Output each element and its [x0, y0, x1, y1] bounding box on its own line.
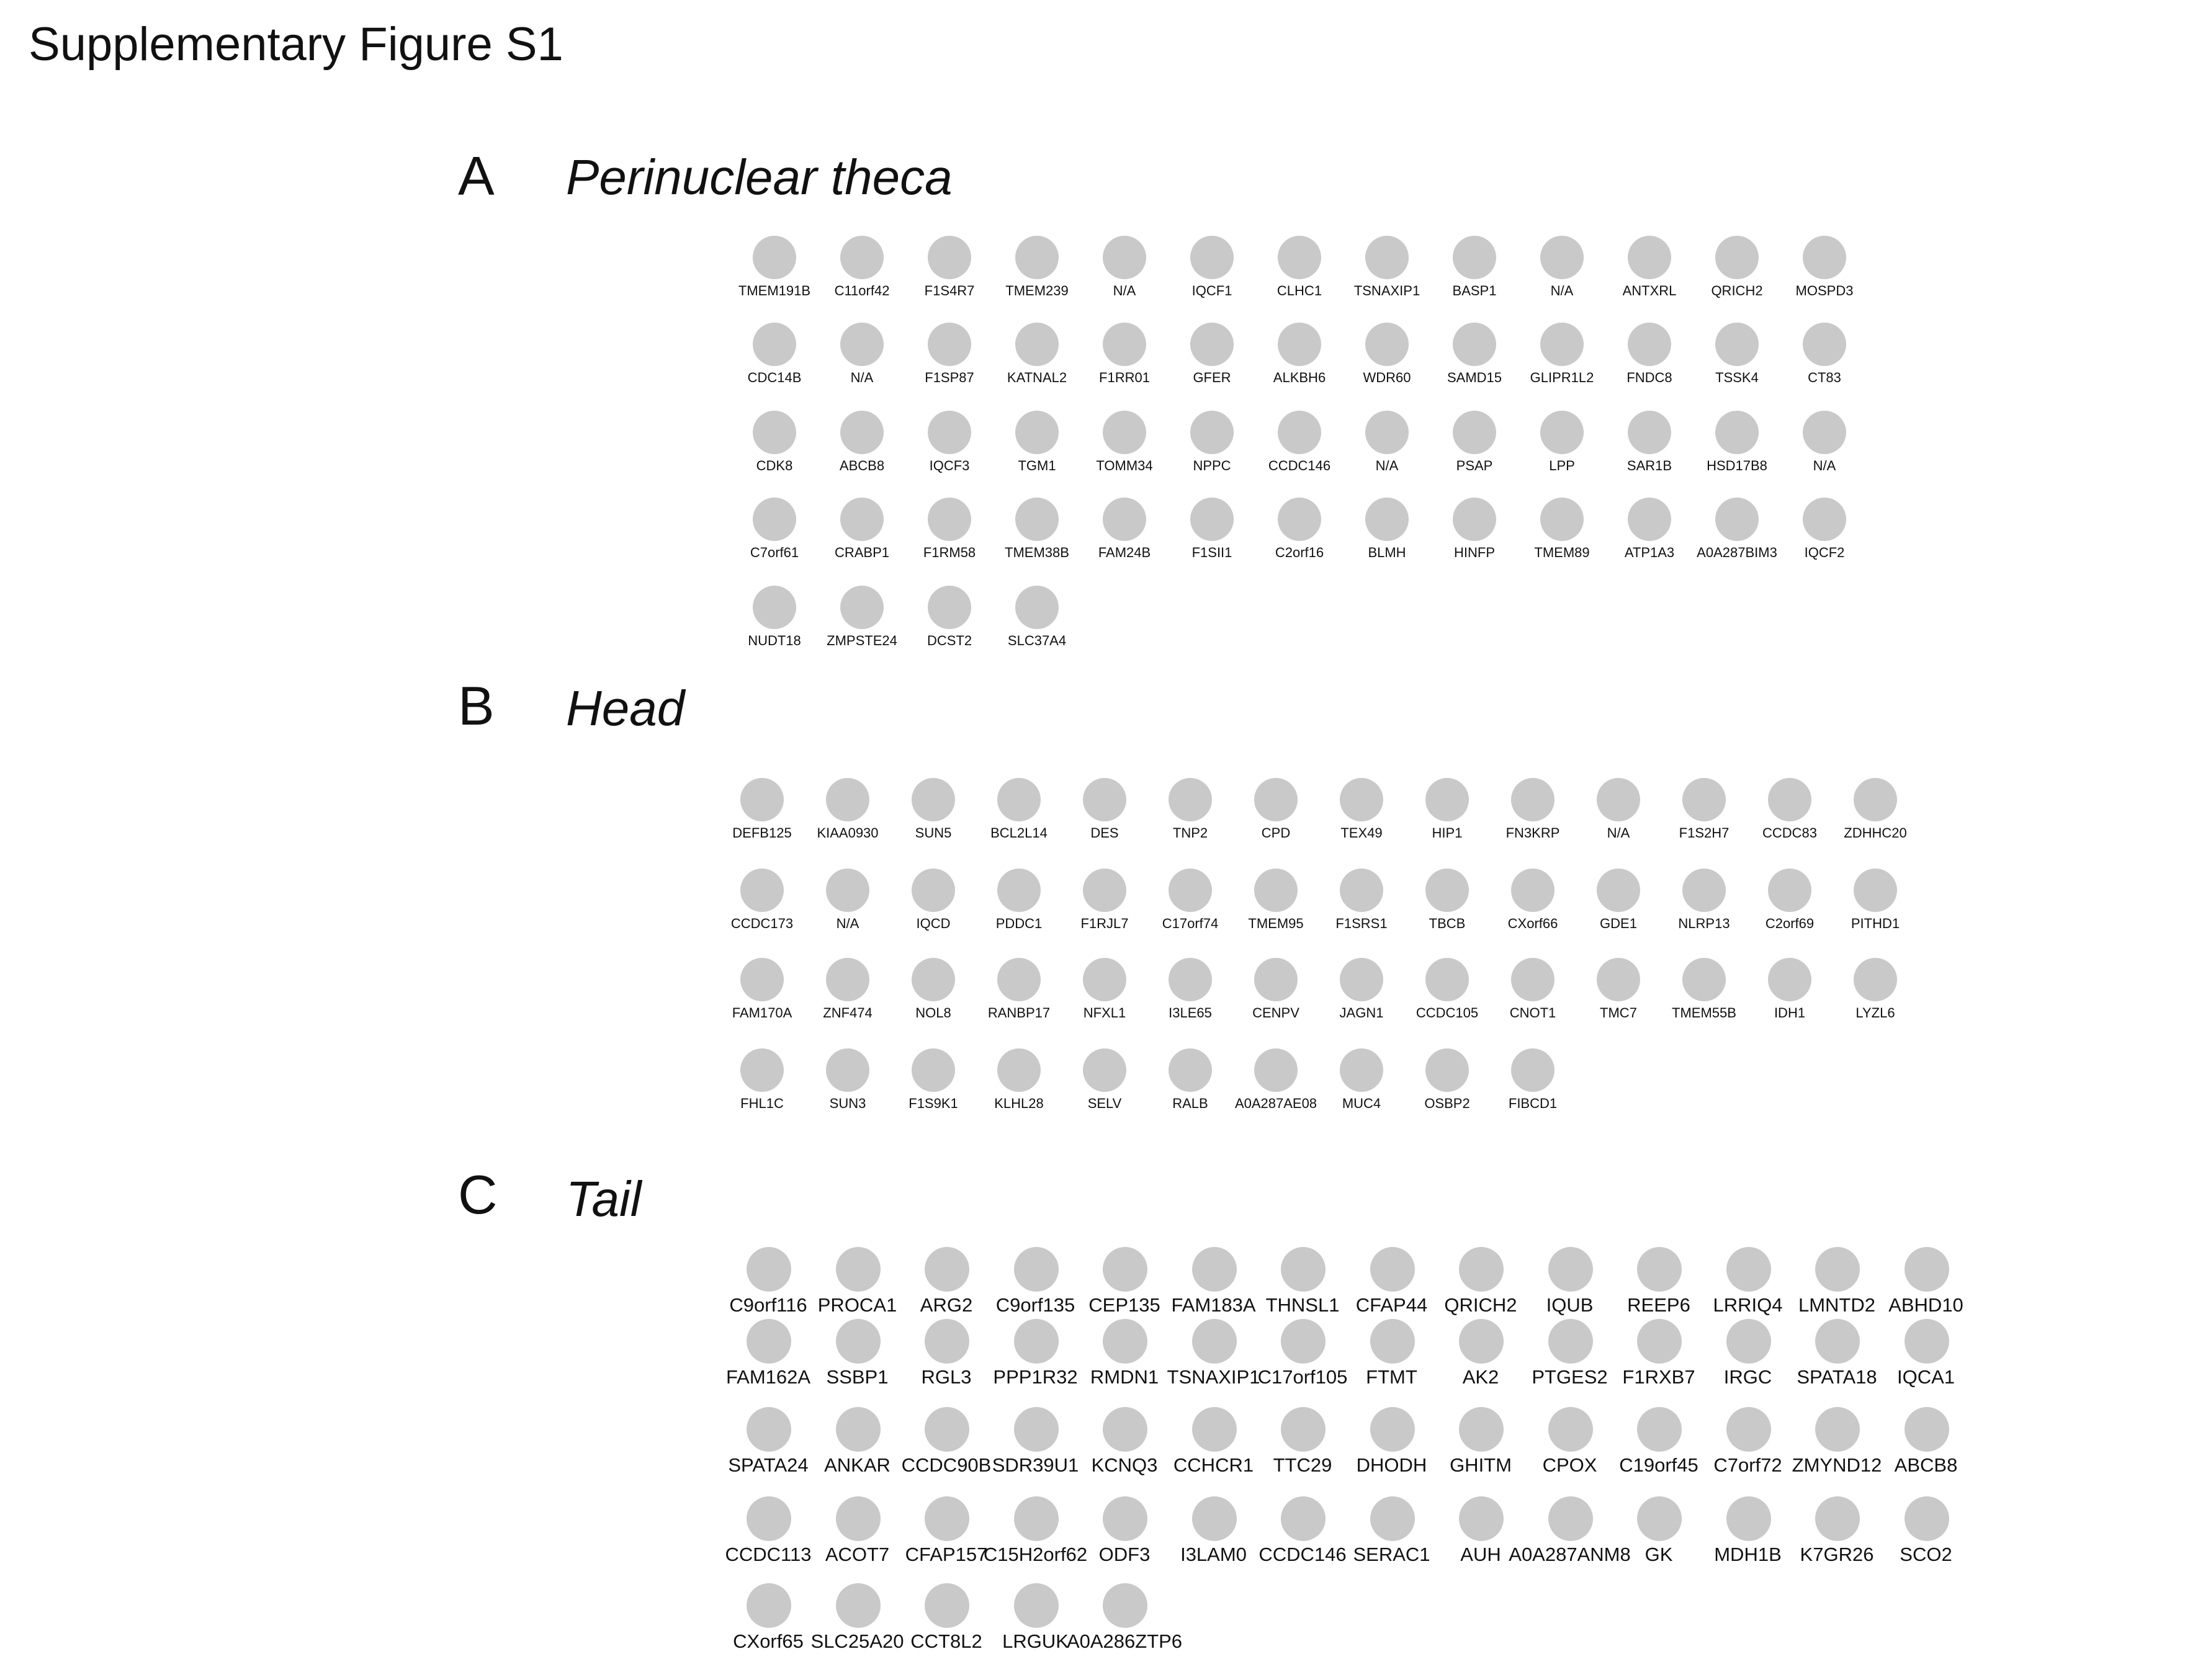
- protein-node-label: TSSK4: [1715, 370, 1759, 385]
- protein-node-label: REEP6: [1627, 1294, 1690, 1316]
- protein-node-label: PPP1R32: [993, 1366, 1078, 1388]
- protein-node-label: ACOT7: [825, 1544, 890, 1565]
- protein-node-label: C17orf105: [1257, 1366, 1348, 1388]
- panel-b-title: Head: [566, 681, 685, 736]
- protein-node-label: TMEM89: [1534, 545, 1590, 560]
- protein-node-label: FAM183A: [1171, 1294, 1256, 1316]
- protein-node-circle: [1905, 1319, 1949, 1364]
- protein-node-label: PITHD1: [1851, 916, 1900, 931]
- protein-node-label: IQCF2: [1804, 545, 1845, 560]
- protein-node-label: KCNQ3: [1091, 1454, 1158, 1476]
- protein-node-label: MDH1B: [1714, 1544, 1782, 1565]
- protein-node-label: FHL1C: [740, 1096, 784, 1111]
- protein-node-label: JAGN1: [1339, 1005, 1384, 1021]
- panel-c-title: Tail: [566, 1171, 642, 1226]
- protein-node-label: OSBP2: [1424, 1096, 1470, 1111]
- protein-node-label: CNOT1: [1509, 1005, 1556, 1021]
- protein-node-label: CPD: [1261, 825, 1291, 841]
- protein-node-label: ALKBH6: [1273, 370, 1326, 385]
- protein-node-label: TNP2: [1172, 825, 1208, 841]
- protein-node-label: TTC29: [1273, 1454, 1332, 1476]
- protein-node-label: C9orf116: [729, 1294, 807, 1316]
- protein-node-label: WDR60: [1363, 370, 1411, 385]
- protein-node-label: TMEM191B: [738, 283, 811, 298]
- protein-node-circle: [1015, 586, 1059, 629]
- protein-node-label: CCDC90B: [901, 1454, 992, 1476]
- protein-node-label: MOSPD3: [1795, 283, 1854, 298]
- protein-node-label: C9orf135: [995, 1294, 1075, 1316]
- protein-node-label: C15H2orf62: [983, 1544, 1088, 1565]
- protein-node-label: ARG2: [920, 1294, 973, 1316]
- protein-node-label: CCDC113: [725, 1544, 812, 1565]
- protein-node-label: SPATA18: [1797, 1366, 1877, 1388]
- protein-node-label: NLRP13: [1678, 916, 1730, 931]
- panel-a-letter: A: [458, 145, 495, 207]
- protein-node-label: C17orf74: [1162, 916, 1219, 931]
- protein-node-label: N/A: [1550, 283, 1574, 298]
- protein-node-label: PROCA1: [817, 1294, 897, 1316]
- protein-node-label: N/A: [836, 916, 859, 931]
- protein-node-label: F1RJL7: [1080, 916, 1129, 931]
- protein-node-label: I3LE65: [1169, 1005, 1212, 1021]
- protein-node: [1846, 1247, 2007, 1321]
- protein-node: [1795, 958, 1956, 1032]
- protein-node-label: NOL8: [915, 1005, 951, 1021]
- protein-node-label: SELV: [1087, 1096, 1122, 1111]
- protein-node: [1744, 411, 1905, 485]
- protein-node-label: DEFB125: [732, 825, 792, 841]
- protein-node-label: SLC37A4: [1007, 633, 1067, 648]
- protein-node-label: CEP135: [1088, 1294, 1160, 1316]
- protein-node-label: ANKAR: [824, 1454, 891, 1476]
- protein-node-label: FIBCD1: [1508, 1096, 1558, 1111]
- protein-node-label: N/A: [1813, 458, 1836, 473]
- protein-node-label: CDC14B: [747, 370, 802, 385]
- protein-node-label: FNDC8: [1626, 370, 1672, 385]
- protein-node-label: ODF3: [1098, 1544, 1151, 1565]
- protein-node-label: F1S4R7: [924, 283, 975, 298]
- protein-node-label: TMEM55B: [1672, 1005, 1736, 1021]
- protein-node-label: GFER: [1193, 370, 1231, 385]
- panel-c-letter: C: [458, 1164, 498, 1225]
- panel-a-title: Perinuclear theca: [566, 150, 953, 205]
- protein-node-label: ABCB8: [839, 458, 885, 473]
- protein-node-label: C19orf45: [1619, 1454, 1698, 1476]
- protein-node-label: SDR39U1: [992, 1454, 1079, 1476]
- protein-node-label: KATNAL2: [1007, 370, 1067, 385]
- protein-node-label: F1S2H7: [1679, 825, 1730, 841]
- protein-node-label: CCDC146: [1268, 458, 1331, 473]
- protein-node-label: CRABP1: [834, 545, 890, 560]
- protein-node-label: PSAP: [1456, 458, 1493, 473]
- protein-node-label: DHODH: [1356, 1454, 1427, 1476]
- protein-node-label: ABHD10: [1888, 1294, 1963, 1316]
- protein-node-circle: [1854, 778, 1897, 821]
- protein-node-label: KLHL28: [994, 1096, 1044, 1111]
- protein-node-circle: [1854, 869, 1897, 912]
- protein-node-label: SUN5: [915, 825, 952, 841]
- protein-node-label: TEX49: [1340, 825, 1383, 841]
- protein-node-circle: [1511, 1048, 1555, 1092]
- protein-node-label: FTMT: [1366, 1366, 1417, 1388]
- protein-node-label: CT83: [1808, 370, 1841, 385]
- protein-node-label: F1SRS1: [1335, 916, 1388, 931]
- protein-node-label: ANTXRL: [1622, 283, 1677, 298]
- protein-node-label: LYZL6: [1855, 1005, 1895, 1021]
- protein-node-label: F1RR01: [1099, 370, 1150, 385]
- protein-node-label: SAR1B: [1626, 458, 1672, 473]
- protein-node-label: GK: [1644, 1544, 1673, 1565]
- protein-node-label: LRGUK: [1002, 1630, 1069, 1652]
- protein-node-label: A0A287BIM3: [1697, 545, 1777, 560]
- protein-node-label: CCT8L2: [910, 1630, 982, 1652]
- protein-node-label: F1SP87: [925, 370, 974, 385]
- protein-node-label: RALB: [1172, 1096, 1208, 1111]
- protein-node-label: FAM162A: [725, 1366, 811, 1388]
- protein-node-label: GHITM: [1450, 1454, 1512, 1476]
- protein-node-label: N/A: [1607, 825, 1630, 841]
- figure-title: Supplementary Figure S1: [29, 18, 563, 71]
- protein-node: [1795, 869, 1956, 943]
- protein-node-label: GLIPR1L2: [1530, 370, 1594, 385]
- protein-node-label: F1S9K1: [909, 1096, 958, 1111]
- protein-node-label: LMNTD2: [1798, 1294, 1875, 1316]
- protein-node-label: SUN3: [829, 1096, 866, 1111]
- protein-node-label: BCL2L14: [990, 825, 1048, 841]
- protein-node-label: TMEM95: [1248, 916, 1304, 931]
- protein-node-label: TMEM239: [1005, 283, 1069, 298]
- protein-node-label: CFAP157: [905, 1544, 988, 1565]
- panel-b-letter: B: [458, 675, 495, 736]
- protein-node: [1452, 1048, 1613, 1123]
- protein-node-label: ZMPSTE24: [827, 633, 897, 648]
- protein-node-label: IRGC: [1723, 1366, 1772, 1388]
- protein-node-label: TBCB: [1429, 916, 1466, 931]
- protein-node-label: F1RXB7: [1622, 1366, 1695, 1388]
- protein-node-label: AUH: [1460, 1544, 1501, 1565]
- protein-node-label: PTGES2: [1532, 1366, 1608, 1388]
- protein-node: [1846, 1407, 2007, 1481]
- protein-node-circle: [1854, 958, 1897, 1001]
- protein-node-label: TGM1: [1018, 458, 1056, 473]
- protein-node-label: NUDT18: [748, 633, 801, 648]
- protein-node-circle: [1103, 1583, 1147, 1628]
- protein-node: [1744, 498, 1905, 572]
- protein-node-label: I3LAM0: [1180, 1544, 1247, 1565]
- protein-node-label: ATP1A3: [1624, 545, 1675, 560]
- protein-node: [1044, 1583, 1205, 1658]
- protein-node-label: FAM170A: [732, 1005, 792, 1021]
- protein-node-label: CPOX: [1542, 1454, 1597, 1476]
- protein-node-label: K7GR26: [1800, 1544, 1874, 1565]
- protein-node: [1846, 1496, 2007, 1571]
- protein-node: [956, 586, 1118, 660]
- protein-node-label: IQCD: [916, 916, 951, 931]
- protein-node-label: SERAC1: [1353, 1544, 1430, 1565]
- protein-node-label: MUC4: [1342, 1096, 1381, 1111]
- protein-node-label: RANBP17: [987, 1005, 1051, 1021]
- protein-node: [1744, 323, 1905, 397]
- protein-node-label: C11orf42: [834, 283, 890, 298]
- protein-node-label: HINFP: [1454, 545, 1495, 560]
- protein-node-label: KIAA0930: [817, 825, 879, 841]
- protein-node-circle: [1905, 1407, 1949, 1452]
- protein-node-label: IQCA1: [1896, 1366, 1955, 1388]
- protein-node: [1846, 1319, 2007, 1393]
- protein-node-label: DCST2: [927, 633, 972, 648]
- protein-node-label: BLMH: [1368, 545, 1406, 560]
- protein-node-label: CXorf65: [733, 1630, 804, 1652]
- protein-node-circle: [1803, 236, 1846, 279]
- protein-node-label: HSD17B8: [1707, 458, 1767, 473]
- protein-node-label: N/A: [1375, 458, 1399, 473]
- protein-node: [1795, 778, 1956, 852]
- protein-node-label: IQUB: [1546, 1294, 1594, 1316]
- protein-node-circle: [1803, 498, 1846, 541]
- protein-node-circle: [1905, 1247, 1949, 1292]
- protein-node-label: IQCF1: [1191, 283, 1232, 298]
- protein-node-label: CFAP44: [1355, 1294, 1428, 1316]
- protein-node-circle: [1803, 411, 1846, 454]
- protein-node-label: CCDC105: [1416, 1005, 1479, 1021]
- protein-node-label: DES: [1090, 825, 1119, 841]
- protein-node-label: CCHCR1: [1173, 1454, 1254, 1476]
- protein-node-label: SLC25A20: [810, 1630, 904, 1652]
- protein-node-label: CCDC173: [730, 916, 794, 931]
- protein-node-label: IQCF3: [929, 458, 970, 473]
- protein-node-label: SAMD15: [1447, 370, 1502, 385]
- protein-node-label: N/A: [850, 370, 874, 385]
- protein-node-circle: [1905, 1496, 1949, 1541]
- protein-node-label: CENPV: [1252, 1005, 1299, 1021]
- protein-node-circle: [1803, 323, 1846, 366]
- protein-node-label: ZMYND12: [1792, 1454, 1882, 1476]
- protein-node-label: PDDC1: [995, 916, 1043, 931]
- protein-node: [1744, 236, 1905, 310]
- protein-node-label: CXorf66: [1507, 916, 1558, 931]
- protein-node-label: TOMM34: [1096, 458, 1153, 473]
- protein-node-label: C7orf61: [750, 545, 799, 560]
- protein-node-label: RGL3: [921, 1366, 972, 1388]
- protein-node-label: FN3KRP: [1505, 825, 1560, 841]
- protein-node-label: ZNF474: [823, 1005, 873, 1021]
- protein-node-label: LPP: [1549, 458, 1575, 473]
- protein-node-label: N/A: [1113, 283, 1136, 298]
- protein-node-label: A0A287AE08: [1234, 1096, 1317, 1111]
- protein-node-label: GDE1: [1600, 916, 1637, 931]
- protein-node-label: TSNAXIP1: [1167, 1366, 1260, 1388]
- protein-node-label: A0A287ANM8: [1509, 1544, 1631, 1565]
- protein-node-label: C7orf72: [1713, 1454, 1782, 1476]
- protein-node-label: SSBP1: [826, 1366, 889, 1388]
- protein-node-label: SPATA24: [728, 1454, 809, 1476]
- protein-node-label: CLHC1: [1276, 283, 1322, 298]
- protein-node-label: SCO2: [1900, 1544, 1952, 1565]
- protein-node-label: ZDHHC20: [1844, 825, 1907, 841]
- protein-node-label: QRICH2: [1711, 283, 1763, 298]
- protein-node-label: C2orf16: [1275, 545, 1324, 560]
- protein-node-label: BASP1: [1452, 283, 1497, 298]
- protein-node-label: RMDN1: [1090, 1366, 1159, 1388]
- protein-node-label: NPPC: [1193, 458, 1231, 473]
- protein-node-label: HIP1: [1432, 825, 1463, 841]
- protein-node-label: CDK8: [756, 458, 793, 473]
- protein-node-label: TMEM38B: [1005, 545, 1069, 560]
- protein-node-label: F1SII1: [1191, 545, 1232, 560]
- protein-node-label: NFXL1: [1083, 1005, 1126, 1021]
- protein-node-label: CCDC83: [1762, 825, 1818, 841]
- protein-node-label: IDH1: [1774, 1005, 1806, 1021]
- protein-node-label: CCDC146: [1259, 1544, 1347, 1565]
- protein-node-label: FAM24B: [1098, 545, 1151, 560]
- protein-node-label: TMC7: [1600, 1005, 1637, 1021]
- protein-node-label: LRRIQ4: [1713, 1294, 1783, 1316]
- protein-node-label: QRICH2: [1444, 1294, 1517, 1316]
- protein-node-label: F1RM58: [923, 545, 976, 560]
- protein-node-label: TSNAXIP1: [1353, 283, 1420, 298]
- protein-node-label: AK2: [1462, 1366, 1499, 1388]
- protein-node-label: A0A286ZTP6: [1066, 1630, 1183, 1652]
- protein-node-label: THNSL1: [1265, 1294, 1340, 1316]
- protein-node-label: ABCB8: [1894, 1454, 1958, 1476]
- protein-node-label: C2orf69: [1765, 916, 1815, 931]
